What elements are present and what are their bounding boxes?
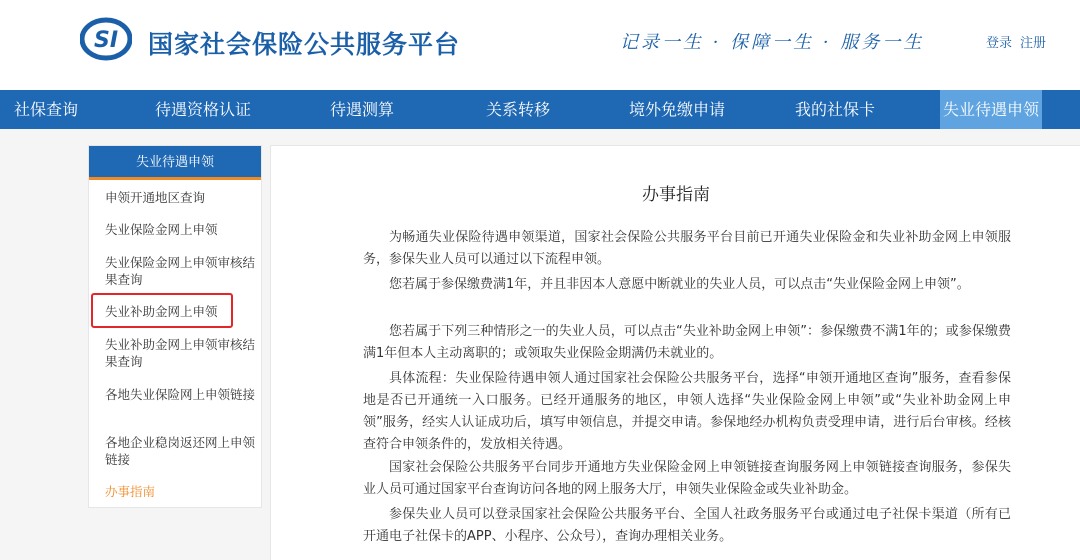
sidebar-item-region-query[interactable]: 申领开通地区查询 <box>105 190 206 205</box>
sidebar-item-insurance-review-result[interactable]: 失业保险金网上申领审核结果查询 <box>105 255 256 287</box>
login-link[interactable]: 登录 <box>986 36 1013 51</box>
nav-item-benefit-calculation[interactable]: 待遇测算 <box>329 100 394 119</box>
guide-paragraph-process: 具体流程：失业保险待遇申领人通过国家社会保险公共服务平台，选择“申领开通地区查询”服务，查看参保地是否已开通统一入口服务。已经开通服务的地区，申领人选择“失业保险金网上申领”或“失业补助金网上申领”服务，经实人认证成功后，填写申领信息，并提交申请。参保地经办机构负责受理申请，进行后台审核。经核查符合申领条件的，发放相关待遇。 <box>363 371 1011 452</box>
main-navbar <box>0 90 1080 129</box>
nav-item-relationship-transfer[interactable]: 关系转移 <box>485 100 550 119</box>
logo-text: SI <box>93 28 119 53</box>
nav-item-qualification-certification[interactable]: 待遇资格认证 <box>154 100 251 119</box>
nav-item-unemployment-benefits[interactable]: 失业待遇申领 <box>940 90 1042 129</box>
nav-item-my-social-security-card[interactable]: 我的社保卡 <box>794 100 875 119</box>
si-logo-icon[interactable] <box>80 17 132 61</box>
guide-paragraph-intro: 为畅通失业保险待遇申领渠道，国家社会保险公共服务平台目前已开通失业保险金和失业补助金网上申领服务，参保失业人员可以通过以下流程申领。 <box>363 230 1011 267</box>
register-link[interactable]: 注册 <box>1020 36 1047 51</box>
guide-paragraph-subsidy-eligibility: 您若属于下列三种情形之一的失业人员，可以点击“失业补助金网上申领”：参保缴费不满1年的；或参保缴费满1年但本人主动离职的；或领取失业保险金期满仍未就业的。 <box>363 324 1011 361</box>
sidebar <box>88 145 262 508</box>
auth-links <box>986 32 1046 51</box>
guide-paragraph-insurance-eligibility: 您若属于参保缴费满1年，并且非因本人意愿中断就业的失业人员，可以点击“失业保险金网上申领”。 <box>389 277 970 292</box>
sidebar-item-subsidy-apply[interactable]: 失业补助金网上申领 <box>105 304 218 319</box>
nav-item-overseas-exemption[interactable]: 境外免缴申请 <box>628 100 725 119</box>
sidebar-item-local-apply-links[interactable]: 各地失业保险网上申领链接 <box>105 387 256 402</box>
sidebar-item-job-stabilization-links[interactable]: 各地企业稳岗返还网上申领链接 <box>105 435 256 467</box>
guide-paragraph-channels: 参保失业人员可以登录国家社会保险公共服务平台、全国人社政务服务平台或通过电子社保卡渠道（所有已开通电子社保卡的APP、小程序、公众号），查询办理相关业务。 <box>363 507 1011 544</box>
sidebar-item-service-guide[interactable]: 办事指南 <box>105 484 156 499</box>
site-title[interactable]: 国家社会保险公共服务平台 <box>148 30 461 59</box>
sidebar-item-subsidy-review-result[interactable]: 失业补助金网上申领审核结果查询 <box>105 337 256 369</box>
site-header <box>0 0 1080 90</box>
sidebar-item-unemployment-insurance-apply[interactable]: 失业保险金网上申领 <box>105 222 218 237</box>
guide-paragraph-local-links: 国家社会保险公共服务平台同步开通地方失业保险金网上申领链接查询服务网上申领链接查询服务，参保失业人员可通过国家平台查询访问各地的网上服务大厅，申领失业保险金或失业补助金。 <box>363 460 1011 497</box>
main-content <box>270 145 1080 560</box>
page-title: 办事指南 <box>642 185 710 205</box>
site-slogan: 记录一生 · 保障一生 · 服务一生 <box>620 32 925 53</box>
nav-item-social-security-query[interactable]: 社保查询 <box>13 100 78 119</box>
sidebar-title: 失业待遇申领 <box>89 146 261 180</box>
